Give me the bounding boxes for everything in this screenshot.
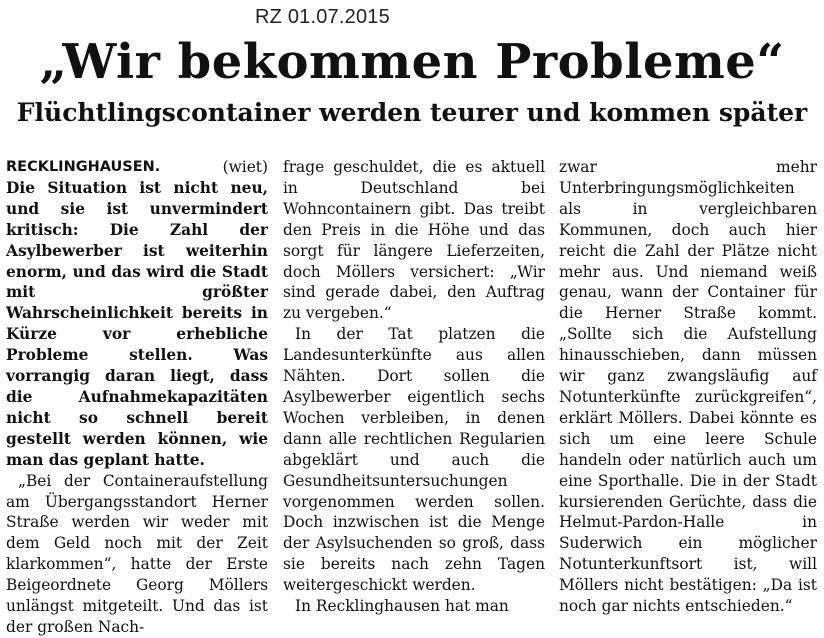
dateline-row (6, 157, 268, 178)
article-column-2 (283, 157, 545, 617)
dateline: RECKLINGHAUSEN. (6, 159, 161, 175)
article-column-1 (6, 157, 268, 638)
article-headline: „Wir bekommen Probleme“ (39, 34, 785, 90)
source-date-tag: RZ 01.07.2015 (255, 6, 390, 28)
lead-paragraph: Die Situation ist nicht neu, und sie ist unvermindert kritisch: Die Zahl der Asylbewerber ist weiterhin enorm, und das wird die Stadt mit größter Wahrscheinlichkeit bereits in Kürze vor erhebliche Probleme stellen. Was vorrangig daran liegt, dass die Aufnahmekapazitäten nicht so schnell bereit gestellt werden können, wie man das geplant hatte. (6, 178, 268, 469)
body-paragraph: In Recklinghausen hat man (295, 597, 509, 616)
article-subheadline: Flüchtlingscontainer werden teurer und kommen später (16, 98, 808, 127)
article-column-3 (559, 157, 817, 617)
body-paragraph: In der Tat platzen die Landesunterkünfte aus allen Nähten. Dort sollen die Asylbewerber eigentlich sechs Wochen verbleiben, in denen dann alle rechtlichen Regularien abgeklärt und auch die Gesundheitsuntersuchungen vorgenommen werden sollen. Doch inzwischen ist die Menge der Asylsuchenden so groß, dass sie bereits nach zehn Tagen weitergeschickt werden. (283, 325, 545, 595)
body-paragraph: „Bei der Containeraufstellung am Übergangsstandort Herner Straße werden wir weder mit dem Geld noch mit der Zeit klarkommen“, hatte der Erste Beigeordnete Georg Möllers unlängst mitgeteilt. Und das ist der großen Nach- (6, 471, 268, 636)
body-paragraph: zwar mehr Unterbringungsmöglichkeiten als in vergleichbaren Kommunen, doch auch hier reicht die Zahl der Plätze nicht mehr aus. Und niemand weiß genau, wann der Container für die Herner Straße kommt. „Sollte sich die Aufstellung hinausschieben, dann müssen wir ganz zwangsläufig auf Notunterkünfte zurückgreifen“, erklärt Möllers. Dabei könnte es sich um eine leere Schule handeln oder natürlich auch um eine Sporthalle. Die in der Stadt kursierenden Gerüchte, dass die Helmut-Pardon-Halle in Suderwich ein möglicher Notunterkunftsort ist, will Möllers nicht bestätigen: „Da ist noch gar nichts entschieden.“ (559, 158, 817, 616)
body-paragraph: frage geschuldet, die es aktuell in Deutschland bei Wohncontainern gibt. Das treibt den Preis in die Höhe und das sorgt für längere Lieferzeiten, doch Möllers versichert: „Wir sind gerade dabei, den Auftrag zu vergeben.“ (283, 158, 545, 323)
author-tag: (wiet) (222, 158, 268, 176)
